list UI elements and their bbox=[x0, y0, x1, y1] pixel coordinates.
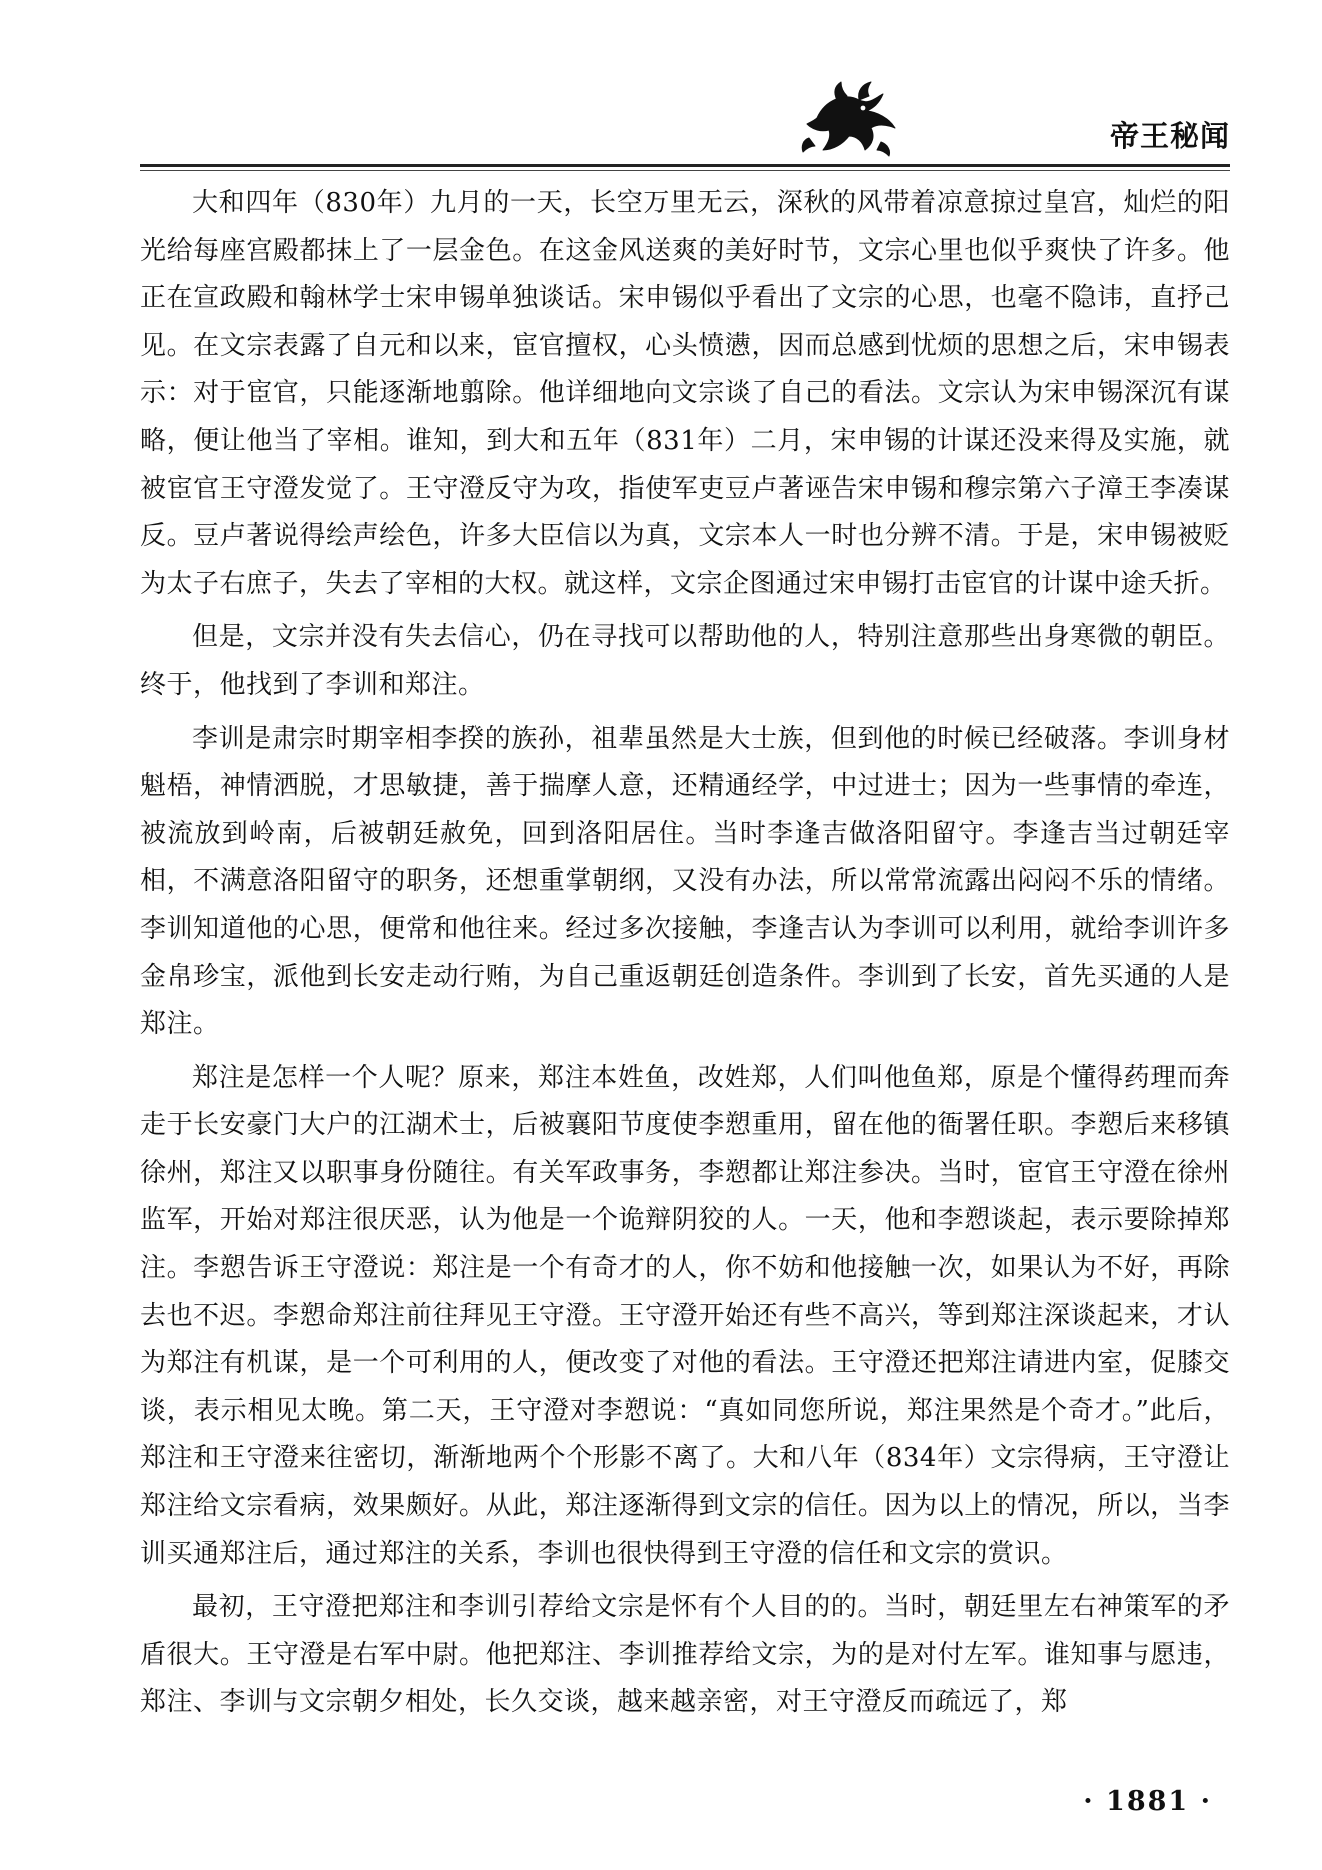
paragraph: 最初，王守澄把郑注和李训引荐给文宗是怀有个人目的的。当时，朝廷里左右神策军的矛盾很大。王守澄是右军中尉。他把郑注、李训推荐给文宗，为的是对付左军。谁知事与愿违，郑注、李训与文宗朝夕相处，长久交谈，越来越亲密，对王守澄反而疏远了，郑 bbox=[140, 1592, 1230, 1718]
paragraph: 郑注是怎样一个人呢？原来，郑注本姓鱼，改姓郑，人们叫他鱼郑，原是个懂得药理而奔走于长安豪门大户的江湖术士，后被襄阳节度使李愬重用，留在他的衙署任职。李愬后来移镇徐州，郑注又以职事身份随往。有关军政事务，李愬都让郑注参决。当时，宦官王守澄在徐州监军，开始对郑注很厌恶，认为他是一个诡辩阴狡的人。一天，他和李愬谈起，表示要除掉郑注。李愬告诉王守澄说：郑注是一个有奇才的人，你不妨和他接触一次，如果认为不好，再除去也不迟。李愬命郑注前往拜见王守澄。王守澄开始还有些不高兴，等到郑注深谈起来，才认为郑注有机谋，是一个可利用的人，便改变了对他的看法。王守澄还把郑注请进内室，促膝交谈，表示相见太晚。第二天，王守澄对李愬说：“真如同您所说，郑注果然是个奇才。”此后，郑注和王守澄来往密切，渐渐地两个个形影不离了。大和八年（834年）文宗得病，王守澄让郑注给文宗看病，效果颇好。从此，郑注逐渐得到文宗的信任。因为以上的情况，所以，当李训买通郑注后，通过郑注的关系，李训也很快得到王守澄的信任和文宗的赏识。 bbox=[140, 1062, 1230, 1569]
paragraph: 李训是肃宗时期宰相李揆的族孙，祖辈虽然是大士族，但到他的时候已经破落。李训身材魁梧，神情洒脱，才思敏捷，善于揣摩人意，还精通经学，中过进士；因为一些事情的牵连，被流放到岭南，后被朝廷赦免，回到洛阳居住。当时李逢吉做洛阳留守。李逢吉当过朝廷宰相，不满意洛阳留守的职务，还想重掌朝纲，又没有办法，所以常常流露出闷闷不乐的情绪。李训知道他的心思，便常和他往来。经过多次接触，李逢吉认为李训可以利用，就给李训许多金帛珍宝，派他到长安走动行贿，为自己重返朝廷创造条件。李训到了长安，首先买通的人是郑注。 bbox=[140, 723, 1230, 1040]
body-text bbox=[140, 180, 1230, 1733]
running-header bbox=[140, 78, 1230, 168]
header-rule-thin bbox=[140, 170, 1230, 171]
running-header-title: 帝王秘闻 bbox=[1109, 119, 1230, 153]
paragraph: 大和四年（830年）九月的一天，长空万里无云，深秋的风带着凉意掠过皇宫，灿烂的阳光给每座宫殿都抹上了一层金色。在这金风送爽的美好时节，文宗心里也似乎爽快了许多。他正在宣政殿和翰林学士宋申锡单独谈话。宋申锡似乎看出了文宗的心思，也毫不隐讳，直抒己见。在文宗表露了自元和以来，宦官擅权，心头愤懑，因而总感到忧烦的思想之后，宋申锡表示：对于宦官，只能逐渐地翦除。他详细地向文宗谈了自己的看法。文宗认为宋申锡深沉有谋略，便让他当了宰相。谁知，到大和五年（831年）二月，宋申锡的计谋还没来得及实施，就被宦官王守澄发觉了。王守澄反守为攻，指使军吏豆卢著诬告宋申锡和穆宗第六子漳王李凑谋反。豆卢著说得绘声绘色，许多大臣信以为真，文宗本人一时也分辨不清。于是，宋申锡被贬为太子右庶子，失去了宰相的大权。就这样，文宗企图通过宋申锡打击宦官的计谋中途夭折。 bbox=[140, 188, 1230, 599]
page-number: · 1881 · bbox=[1083, 1786, 1212, 1817]
dragon-emblem-icon bbox=[797, 78, 907, 160]
header-rule bbox=[140, 164, 1230, 167]
paragraph: 但是，文宗并没有失去信心，仍在寻找可以帮助他的人，特别注意那些出身寒微的朝臣。终于，他找到了李训和郑注。 bbox=[140, 622, 1230, 700]
